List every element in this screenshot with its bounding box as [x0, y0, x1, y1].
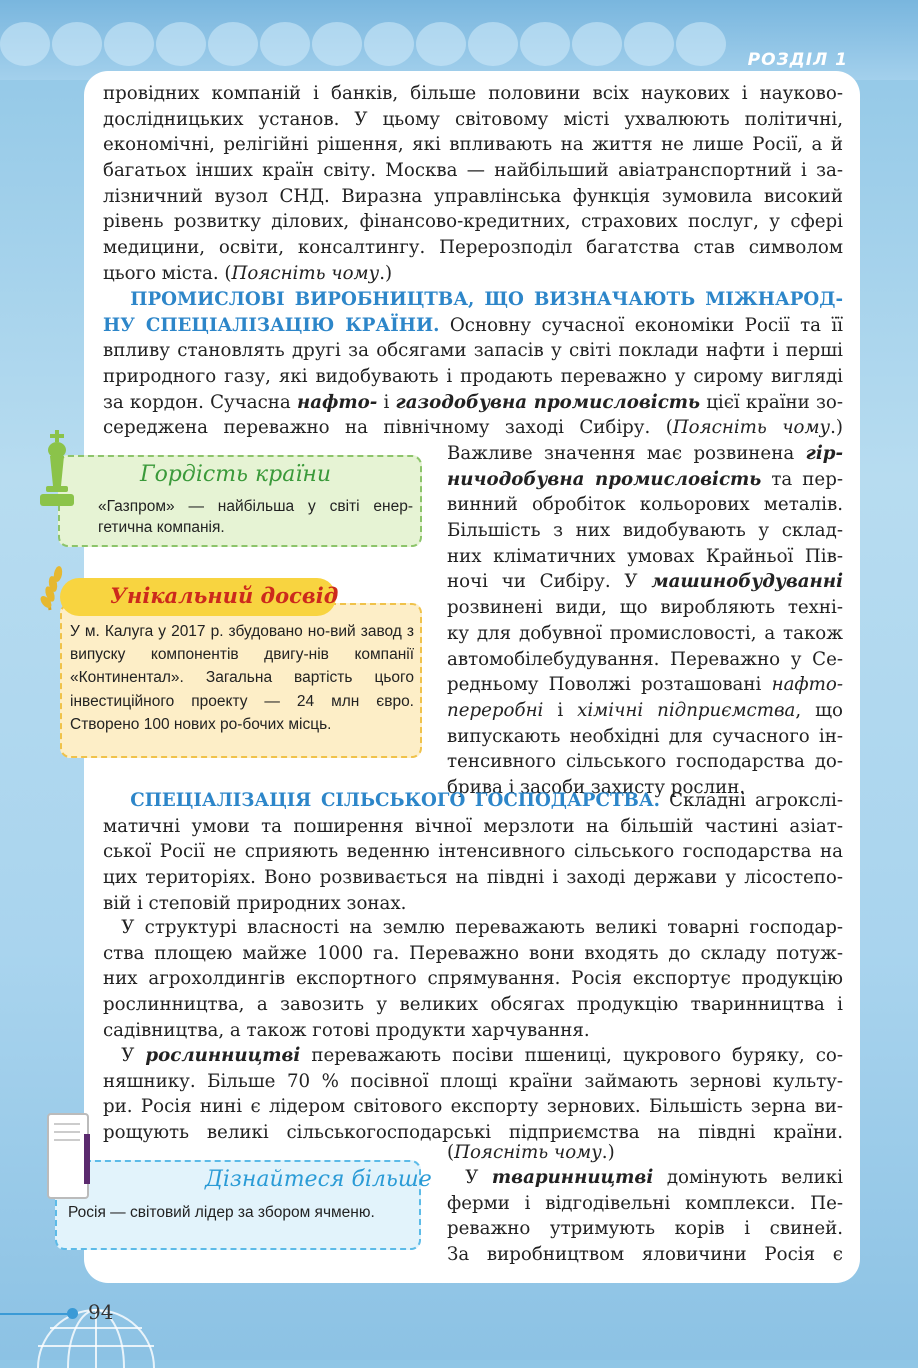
text-line: Важливе значення має розвинена гір-	[447, 443, 843, 464]
page-number: 94	[88, 1300, 114, 1324]
text-line: медицини, освіти, консалтингу. Перерозподіл багатства став символом	[103, 237, 843, 259]
header-decoration	[0, 22, 760, 68]
pride-title: Гордість країни	[140, 462, 332, 487]
text-line: ської Росії не сприяють веденню інтенсивного сільського господарства на	[103, 841, 843, 863]
text-line: вій і степовій природних зонах.	[103, 892, 407, 914]
text-line: садівництва, а також готові продукти харчування.	[103, 1019, 590, 1041]
text-line: переробні і хімічні підприємства, що	[447, 699, 843, 721]
text-line: У рослинництві переважають посіви пшениці, цукрового буряку, со-	[121, 1045, 844, 1066]
text-line: брива і засоби захисту рослин.	[447, 776, 746, 798]
text-line: автомобілебудування. Переважно у Се-	[447, 648, 843, 670]
text-line	[103, 287, 843, 313]
text-line: рослинництва, а завозить у великих обсягах продукцію тваринництва і	[103, 994, 843, 1016]
book-icon	[44, 1112, 92, 1200]
text-line: винний обробіток кольорових металів.	[447, 494, 843, 516]
paragraph-crop-farming	[103, 1043, 843, 1146]
paragraph-industry	[103, 287, 843, 441]
text-line: за кордон. Сучасна нафто- і газодобувна промисловість цієї країни зо-	[103, 391, 843, 413]
text-line: редньому Поволжі розташовані нафто-	[447, 674, 843, 696]
section-heading-industry: ПРОМИСЛОВІ ВИРОБНИЦТВА, ЩО ВИЗНАЧАЮТЬ МІЖНАРОД-	[130, 289, 843, 310]
text-line: Більшість з них видобувають у склад-	[447, 520, 843, 542]
paragraph-right-column	[447, 441, 843, 801]
text-line: дослідницьких установ. У цьому світовому місті ухвалюють політичні,	[103, 108, 843, 130]
chess-king-icon	[34, 428, 80, 512]
page-number-dot	[67, 1308, 78, 1319]
text-line: ферми і відгодівельні комплекси. Пе-	[447, 1192, 843, 1214]
text-line: цих територіях. Воно розвивається на півдні і заході держави у лісостепо-	[103, 867, 843, 889]
text-line: них агрохолдингів експортного спрямування. Росія експортує продукцію	[103, 968, 843, 990]
wheat-icon	[36, 562, 106, 612]
text-line: рівень розвитку ділових, фінансово-кредитних, страхових послуг, у сфері	[103, 211, 843, 233]
text-line: (Поясніть чому.)	[447, 1142, 615, 1163]
text-line: У тваринництві домінують великі	[465, 1167, 843, 1188]
section-heading-agriculture: СПЕЦІАЛІЗАЦІЯ СІЛЬСЬКОГО ГОСПОДАРСТВА.	[130, 790, 660, 811]
text-line: тенсивного сільського господарства до-	[447, 751, 843, 773]
text-line: багатьох інших країн світу. Москва — найбільший авіатранспортний і за-	[103, 160, 843, 182]
paragraph-livestock	[447, 1165, 843, 1268]
learn-more-text: Росія — світовий лідер за збором ячменю.	[68, 1204, 375, 1221]
text-line: ночі чи Сибіру. У машинобудуванні	[447, 571, 843, 593]
experience-text: У м. Калуга у 2017 р. збудовано но-вий завод з випуску компонентів двигу-нів компанії «Континентал». Загальна вартість цього інвестиційного проекту — 24 млн євро. Створено 100 нових ро-бочих місць.	[70, 623, 414, 733]
text-line: За виробництвом яловичини Росія є	[447, 1244, 843, 1266]
text-line: провідних компаній і банків, більше половини всіх наукових і науково-	[103, 83, 843, 104]
paragraph-crop-farming-end	[447, 1140, 843, 1166]
pride-text: «Газпром» — найбільша у світі енер-гетична компанія.	[98, 498, 413, 536]
text-line: ри. Росія нині є лідером світового експорту зернових. Більшість зерна ви-	[103, 1096, 843, 1118]
text-line: економічні, релігійні рішення, які впливають на життя не лише Росії, а й	[103, 134, 843, 156]
page-number-rule	[0, 1313, 70, 1315]
text-line: цього міста. (Поясніть чому.)	[103, 262, 393, 284]
text-line: У структурі власності на землю переважають великі товарні господар-	[121, 917, 843, 938]
text-line: СПЕЦІАЛІЗАЦІЯ СІЛЬСЬКОГО ГОСПОДАРСТВА. Складні агрокслі-	[130, 790, 843, 811]
paragraph-land-ownership	[103, 915, 843, 1043]
text-line: впливу становлять другі за обсягами запасів у світі поклади нафти і перші	[103, 340, 843, 362]
text-line: них кліматичних умовах Крайньої Пів-	[447, 545, 843, 567]
learn-more-title: Дізнайтеся більше	[205, 1167, 432, 1192]
paragraph-agriculture	[103, 788, 843, 916]
text-line: рощують великі сільськогосподарські підприємства на півдні країни.	[103, 1122, 843, 1144]
text-line: середжена переважно на північному заході Сибіру. (Поясніть чому.)	[103, 417, 843, 439]
text-line: ничодобувна промисловість та пер-	[447, 468, 843, 490]
text-line: ку для добувної промисловості, а також	[447, 622, 843, 644]
text-line: реважно утримують корів і свиней.	[447, 1218, 843, 1240]
text-line: матичні умови та поширення вічної мерзлоти на більшій частині азіат-	[103, 815, 843, 837]
text-line: лізничний вузол СНД. Виразна управлінська функція зумовила високий	[103, 185, 843, 207]
text-line: природного газу, які видобувають і продають переважно у сирому вигляді	[103, 366, 843, 388]
section-label: РОЗДІЛ 1	[747, 50, 848, 70]
text-line: ства площею майже 1000 га. Переважно вони входять до складу потуж-	[103, 942, 843, 964]
text-line: няшнику. Більше 70 % посівної площі країни займають зернові культу-	[103, 1070, 843, 1092]
text-line: НУ СПЕЦІАЛІЗАЦІЮ КРАЇНИ. Основну сучасної економіки Росії та її	[103, 314, 843, 336]
text-line: випускають необхідні для сучасного ін-	[447, 725, 843, 747]
paragraph-intro	[103, 81, 843, 287]
text-line: розвинені види, що виробляють техні-	[447, 597, 843, 619]
experience-title: Унікальний досвід	[110, 583, 339, 608]
